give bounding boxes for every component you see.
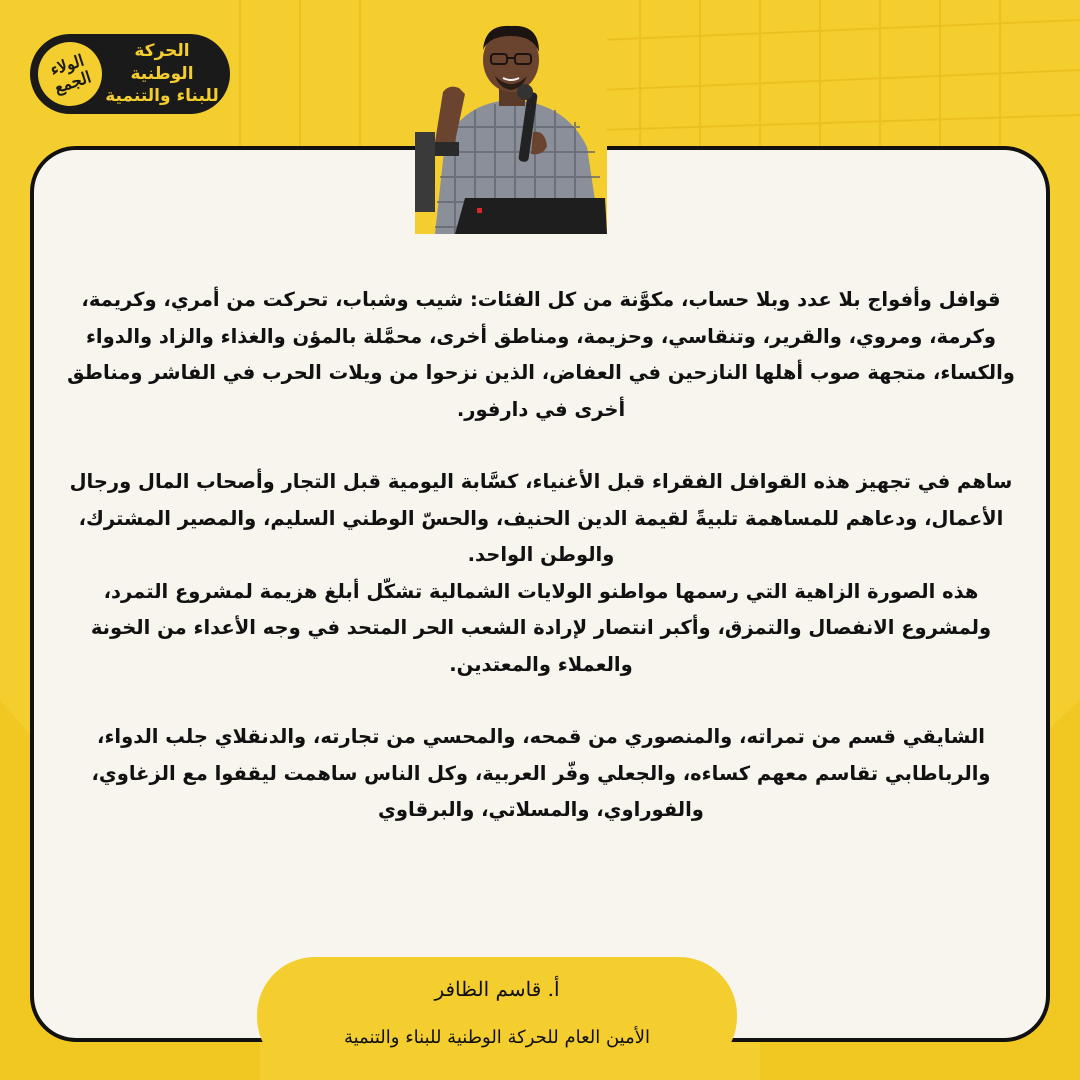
paragraph-4-line-2: والرباطابي تقاسم معهم كساءه، والجعلي وفّر العربية، وكل الناس ساهمت ليقفوا مع الزغاوي،	[91, 761, 991, 785]
paragraph-1-line-1: قوافل وأفواج بلا عدد وبلا حساب، مكوَّنة من كل الفئات: شيب وشباب، تحركت من أمري، وكريمة،	[81, 288, 1001, 311]
logo-text	[102, 40, 230, 109]
logo-name-line2: للبناء والتنمية	[105, 86, 219, 107]
logo-emblem-text: الولاء الجمع	[47, 51, 94, 97]
paragraph-4-line-1: الشايقي قسم من تمراته، والمنصوري من قمحه، والمحسي من تجارته، والدنقلاي جلب الدواء،	[97, 725, 985, 748]
paragraph-2-line-1: ساهم في تجهيز هذه القوافل الفقراء قبل الأغنياء، كسَّابة اليومية قبل التجار وأصحاب المال ورجال	[69, 470, 1013, 493]
paragraph-4-line-3: والفوراوي، والمسلاتي، والبرقاوي	[378, 798, 704, 821]
paragraph-1-line-2: وكرمة، ومروي، والقرير، وتنقاسي، وحزيمة، ومناطق أخرى، محمَّلة بالمؤن والغذاء والزاد والدواء	[85, 324, 997, 348]
author-name: أ. قاسم الظافر	[434, 977, 560, 1001]
speaker-photo-illustration	[415, 22, 607, 234]
organization-logo	[30, 34, 230, 114]
logo-name-line1: الحركة الوطنية	[130, 40, 194, 84]
paragraph-gap	[66, 683, 1016, 719]
logo-emblem	[30, 34, 111, 115]
paragraph-2-line-2: الأعمال، ودعاهم للمساهمة تلبيةً لقيمة الدين الحنيف، والحسّ الوطني السليم، والمصير المشترك،	[78, 506, 1004, 530]
paragraph-3-line-3: والعملاء والمعتدين.	[449, 652, 633, 676]
paragraph-gap	[66, 428, 1016, 464]
signature-badge	[257, 957, 737, 1075]
paragraph-2-line-3: والوطن الواحد.	[467, 543, 615, 566]
author-title: الأمين العام للحركة الوطنية للبناء والتنمية	[343, 1027, 651, 1048]
paragraph-3-line-2: ولمشروع الانفصال والتمزق، وأكبر انتصار لإرادة الشعب الحر المتحد في وجه الأعداء من الخونة	[90, 616, 992, 639]
paragraph-3-line-1: هذه الصورة الزاهية التي رسمها مواطنو الولايات الشمالية تشكّل أبلغ هزيمة لمشروع التمرد،	[103, 579, 979, 603]
paragraph-1-line-4: أخرى في دارفور.	[456, 397, 626, 421]
article-body	[66, 282, 1016, 829]
paragraph-1-line-3: والكساء، متجهة صوب أهلها النازحين في العفاض، الذين نزحوا من ويلات الحرب في الفاشر ومناطق	[67, 361, 1015, 384]
speaker-photo	[415, 22, 607, 234]
